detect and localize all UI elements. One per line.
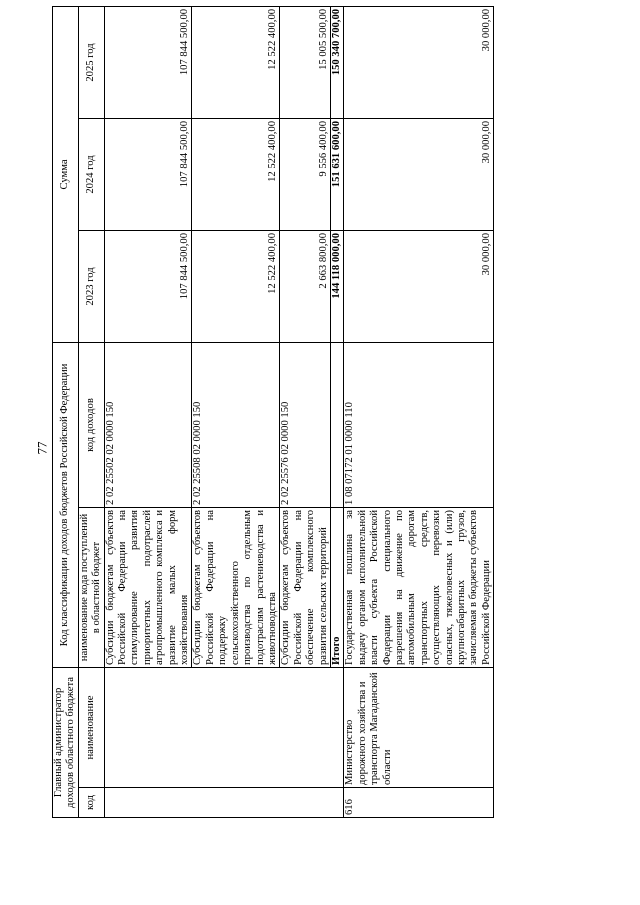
y2023-cell: 107 844 500,00 — [104, 230, 192, 342]
y2024-cell: 107 844 500,00 — [104, 118, 192, 230]
sum-header: Сумма — [53, 6, 79, 342]
y2024-header: 2024 год — [78, 118, 104, 230]
total-2023: 144 118 000,00 — [330, 230, 343, 342]
code-class-header: Код классификации доходов бюджетов Российской Федерации — [53, 342, 79, 667]
admin-code-cell — [104, 788, 344, 818]
admin-name-header: наименование — [78, 668, 104, 788]
table-row — [344, 6, 494, 817]
y2025-cell: 15 005 500,00 — [280, 6, 331, 118]
total-2024: 151 631 600,00 — [330, 118, 343, 230]
income-code-cell: 2 02 25576 02 0000 150 — [280, 342, 331, 507]
y2025-header: 2025 год — [78, 6, 104, 118]
income-name-cell: Государственная пошлина за выдачу органом исполнительной власти субъекта Российской Федерации специального разрешения на движение по автомобильным дорогам транспортных средств, осуществляющих перевозки опасных, тяжеловесных и (или) крупногабаритных грузов, зачисляемая в бюджеты субъектов Российской Федерации — [344, 508, 494, 668]
total-2025: 150 340 700,00 — [330, 6, 343, 118]
y2023-cell: 2 663 800,00 — [280, 230, 331, 342]
income-name-cell: Субсидии бюджетам субъектов Российской Федерации на обеспечение комплексного развития сельских территорий — [280, 508, 331, 668]
admin-header: Главный администратор доходов областного бюджета — [53, 668, 79, 818]
y2023-cell: 12 522 400,00 — [192, 230, 280, 342]
total-code-cell — [330, 342, 343, 507]
admin-code-header: код — [78, 788, 104, 818]
page-number: 77 — [34, 441, 50, 455]
y2024-cell: 12 522 400,00 — [192, 118, 280, 230]
y2025-cell: 30 000,00 — [344, 6, 494, 118]
income-code-cell: 1 08 07172 01 0000 110 — [344, 342, 494, 507]
y2025-cell: 107 844 500,00 — [104, 6, 192, 118]
header-row-1 — [53, 6, 79, 817]
y2025-cell: 12 522 400,00 — [192, 6, 280, 118]
income-code-header: код доходов — [78, 342, 104, 507]
admin-name-cell — [104, 668, 344, 788]
y2024-cell: 30 000,00 — [344, 118, 494, 230]
y2023-header: 2023 год — [78, 230, 104, 342]
ministry-code-cell: 616 — [344, 788, 494, 818]
y2023-cell: 30 000,00 — [344, 230, 494, 342]
y2024-cell: 9 556 400,00 — [280, 118, 331, 230]
income-name-header: наименование кода поступлений в областной бюджет — [78, 508, 104, 668]
income-code-cell: 2 02 25502 02 0000 150 — [104, 342, 192, 507]
ministry-name-cell: Министерство дорожного хозяйства и транспорта Магаданской области — [344, 668, 494, 788]
revenue-table — [52, 6, 494, 818]
rotated-page — [52, 8, 572, 818]
income-name-cell: Субсидии бюджетам субъектов Российской Федерации на поддержку сельскохозяйственного производства по отдельным подотраслям растениеводства и животноводства — [192, 508, 280, 668]
table-row — [104, 6, 192, 817]
total-label: Итого — [330, 508, 343, 668]
income-name-cell: Субсидии бюджетам субъектов Российской Федерации на стимулирование развития приоритетных подотраслей агропромышленного комплекса и развитие малых форм хозяйствования — [104, 508, 192, 668]
income-code-cell: 2 02 25508 02 0000 150 — [192, 342, 280, 507]
header-row-2 — [78, 6, 104, 817]
